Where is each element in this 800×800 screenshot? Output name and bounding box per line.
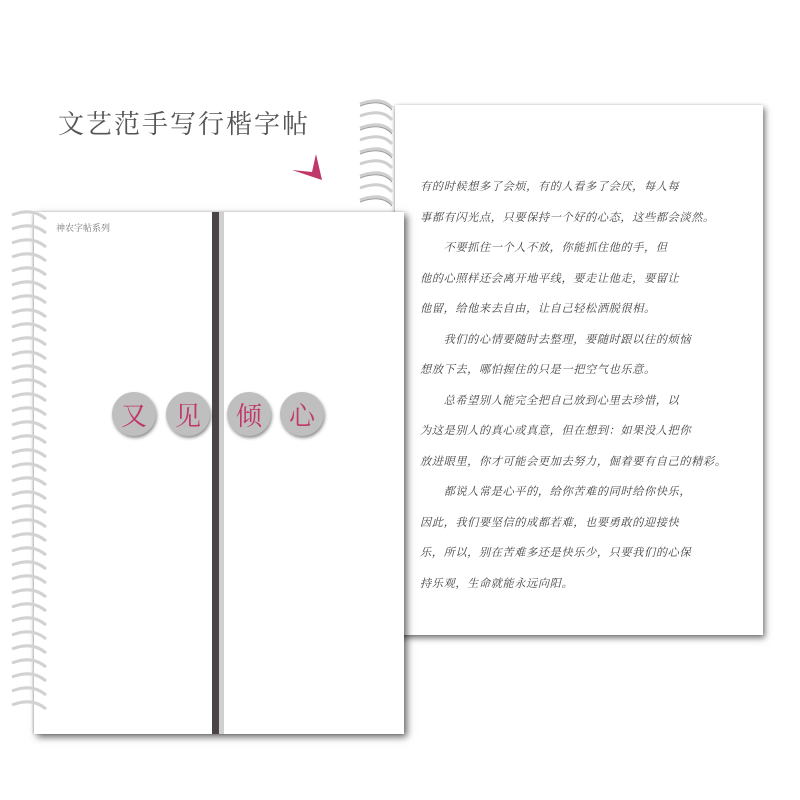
handwriting-line: 总希望别人能完全把自己放到心里去珍惜，以 (420, 393, 680, 407)
handwriting-text (420, 172, 750, 599)
spiral-binding-right (352, 96, 402, 216)
title-char-circle: 又 (112, 392, 156, 436)
series-label: 神农字帖系列 (56, 224, 111, 234)
handwriting-line: 乐，所以，别在苦难多还是快乐少，只要我们的心保 (420, 546, 692, 559)
title-char-circle: 心 (280, 392, 324, 436)
handwriting-line: 放进眼里，你才可能会更加去努力，倔着要有自己的精彩。 (420, 454, 727, 468)
arrow-icon (292, 152, 326, 182)
title-char-circle: 倾 (227, 392, 271, 436)
handwriting-line: 都说人常是心平的，给你苦难的同时给你快乐， (420, 485, 692, 498)
title-char-circle: 见 (166, 392, 210, 436)
handwriting-line: 持乐观，生命就能永远向阳。 (420, 576, 574, 590)
spiral-binding-left (6, 205, 54, 725)
headline: 文艺范手写行楷字帖 (58, 110, 311, 140)
handwriting-line: 他的心照样还会离开地平线，要走让他走，要留让 (420, 271, 680, 285)
handwriting-line: 不要抓住一个人不放，你能抓住他的手，但 (420, 241, 668, 254)
handwriting-line: 他留，给他来去自由，让自己轻松洒脱很相。 (420, 302, 656, 315)
handwriting-line: 为这是别人的真心或真意，但在想到：如果没人把你 (420, 424, 692, 437)
handwriting-line: 有的时候想多了会烦，有的人看多了会厌，每人每 (420, 180, 680, 193)
handwriting-line: 想放下去，哪怕握住的只是一把空气也乐意。 (420, 363, 656, 376)
handwriting-line: 因此，我们要坚信的成都若难，也要勇敢的迎接快 (420, 515, 680, 529)
handwriting-line: 事都有闪光点，只要保持一个好的心态，这些都会淡然。 (420, 210, 715, 224)
handwriting-line: 我们的心情要随时去整理，要随时跟以往的烦恼 (420, 332, 692, 346)
cover-divider-bar (212, 212, 219, 734)
cover-divider-shadow (219, 212, 224, 734)
